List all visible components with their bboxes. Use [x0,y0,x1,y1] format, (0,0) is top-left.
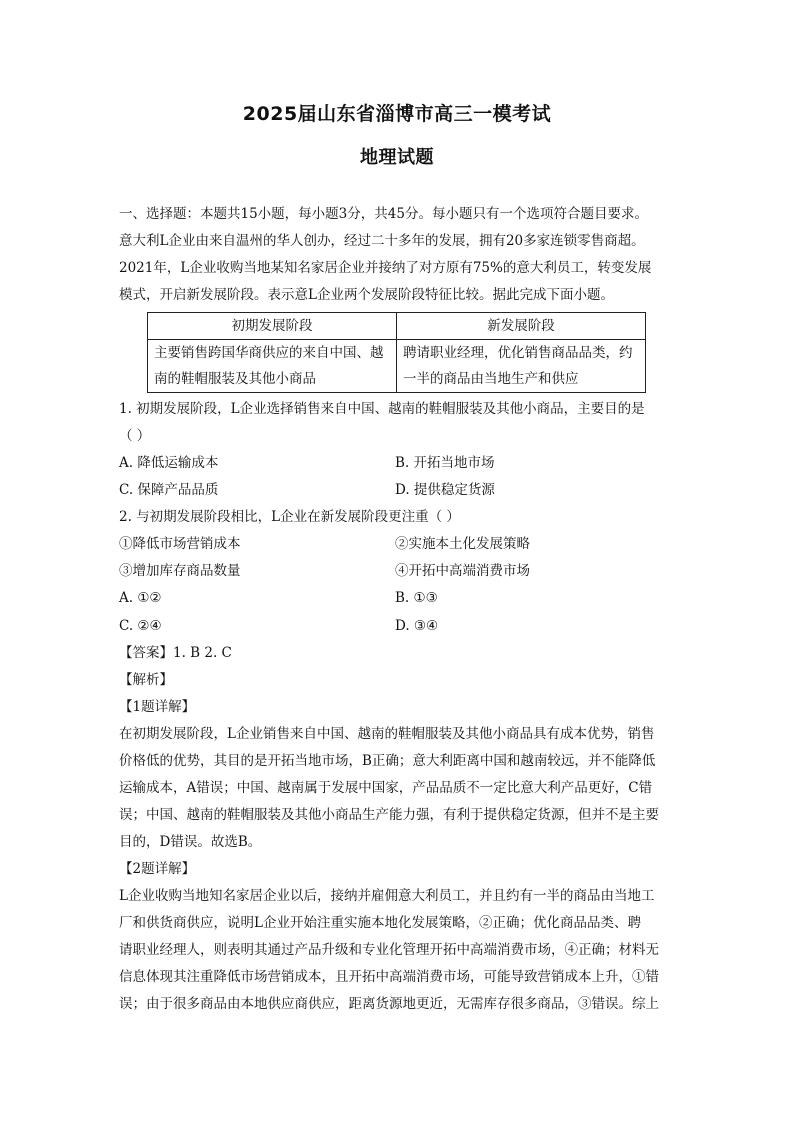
table-cell-new: 聘请职业经理，优化销售商品品类，约一半的商品由当地生产和供应 [397,340,646,393]
q1-stem: 1. 初期发展阶段，L企业选择销售来自中国、越南的鞋帽服装及其他小商品，主要目的是 [119,401,645,417]
exam-title: 2025届山东省淄博市高三一模考试 [242,103,552,125]
table-header-initial: 初期发展阶段 [148,313,397,340]
table-header-new: 新发展阶段 [397,313,646,340]
q2-option-c: C. ②④ [119,618,162,634]
detail1-heading: 【1题详解】 [119,699,196,715]
intro-line: 2021年，L企业收购当地某知名家居企业并接纳了对方原有75%的意大利员工，转变发展 [119,260,652,276]
q2-item-4: ④开拓中高端消费市场 [395,563,530,579]
detail1-line: 运输成本，A错误；中国、越南属于发展中国家，产品品质不一定比意大利产品更好，C错 [119,780,653,796]
q2-option-d: D. ③④ [395,618,439,634]
detail2-line: 误；由于很多商品由本地供应商供应，距离货源地更近，无需库存很多商品，③错误。综上 [119,996,659,1012]
detail1-line: 误；中国、越南的鞋帽服装及其他小商品生产能力强，有利于提供稳定货源，但并不是主要 [119,807,659,823]
detail2-line: 请职业经理人，则表明其通过产品升级和专业化管理开拓中高端消费市场，④正确；材料无 [119,942,659,958]
q1-option-d: D. 提供稳定货源 [395,482,495,498]
q1-option-c: C. 保障产品品质 [119,482,219,498]
q1-option-b: B. 开拓当地市场 [395,455,495,471]
intro-line: 一、选择题：本题共15小题，每小题3分，共45分。每小题只有一个选项符合题目要求。 [119,206,648,222]
q2-stem: 2. 与初期发展阶段相比，L企业在新发展阶段更注重（ ） [119,509,460,525]
table-cell-initial: 主要销售跨国华商供应的来自中国、越南的鞋帽服装及其他小商品 [148,340,397,393]
detail2-heading: 【2题详解】 [119,861,196,877]
q2-option-b: B. ①③ [395,590,438,606]
analysis-heading: 【解析】 [119,672,173,688]
q1-blank: （ ） [119,428,151,444]
q2-item-1: ①降低市场营销成本 [119,536,241,552]
detail2-line: L企业收购当地知名家居企业以后，接纳并雇佣意大利员工，并且约有一半的商品由当地工 [119,888,655,904]
intro-line: 意大利L企业由来自温州的华人创办，经过二十多年的发展，拥有20多家连锁零售商超。 [119,233,645,249]
detail1-line: 在初期发展阶段，L企业销售来自中国、越南的鞋帽服装及其他小商品具有成本优势，销售 [119,726,655,742]
detail2-line: 厂和供货商供应，说明L企业开始注重实施本地化发展策略，②正确；优化商品品类、聘 [119,915,641,931]
detail1-line: 价格低的优势，其目的是开拓当地市场，B正确；意大利距离中国和越南较远，并不能降低 [119,753,656,769]
answer-line: 【答案】1. B 2. C [119,645,232,661]
q1-option-a: A. 降低运输成本 [119,455,219,471]
stage-comparison-table [147,312,646,393]
detail2-line: 信息体现其注重降低市场营销成本，且开拓中高端消费市场，可能导致营销成本上升，①错 [119,969,659,985]
intro-line: 模式，开启新发展阶段。表示意L企业两个发展阶段特征比较。据此完成下面小题。 [119,287,614,303]
q2-item-3: ③增加库存商品数量 [119,563,241,579]
exam-subtitle: 地理试题 [360,147,434,168]
q2-option-a: A. ①② [119,590,162,606]
detail1-line: 目的，D错误。故选B。 [119,834,262,850]
q2-item-2: ②实施本土化发展策略 [395,536,530,552]
